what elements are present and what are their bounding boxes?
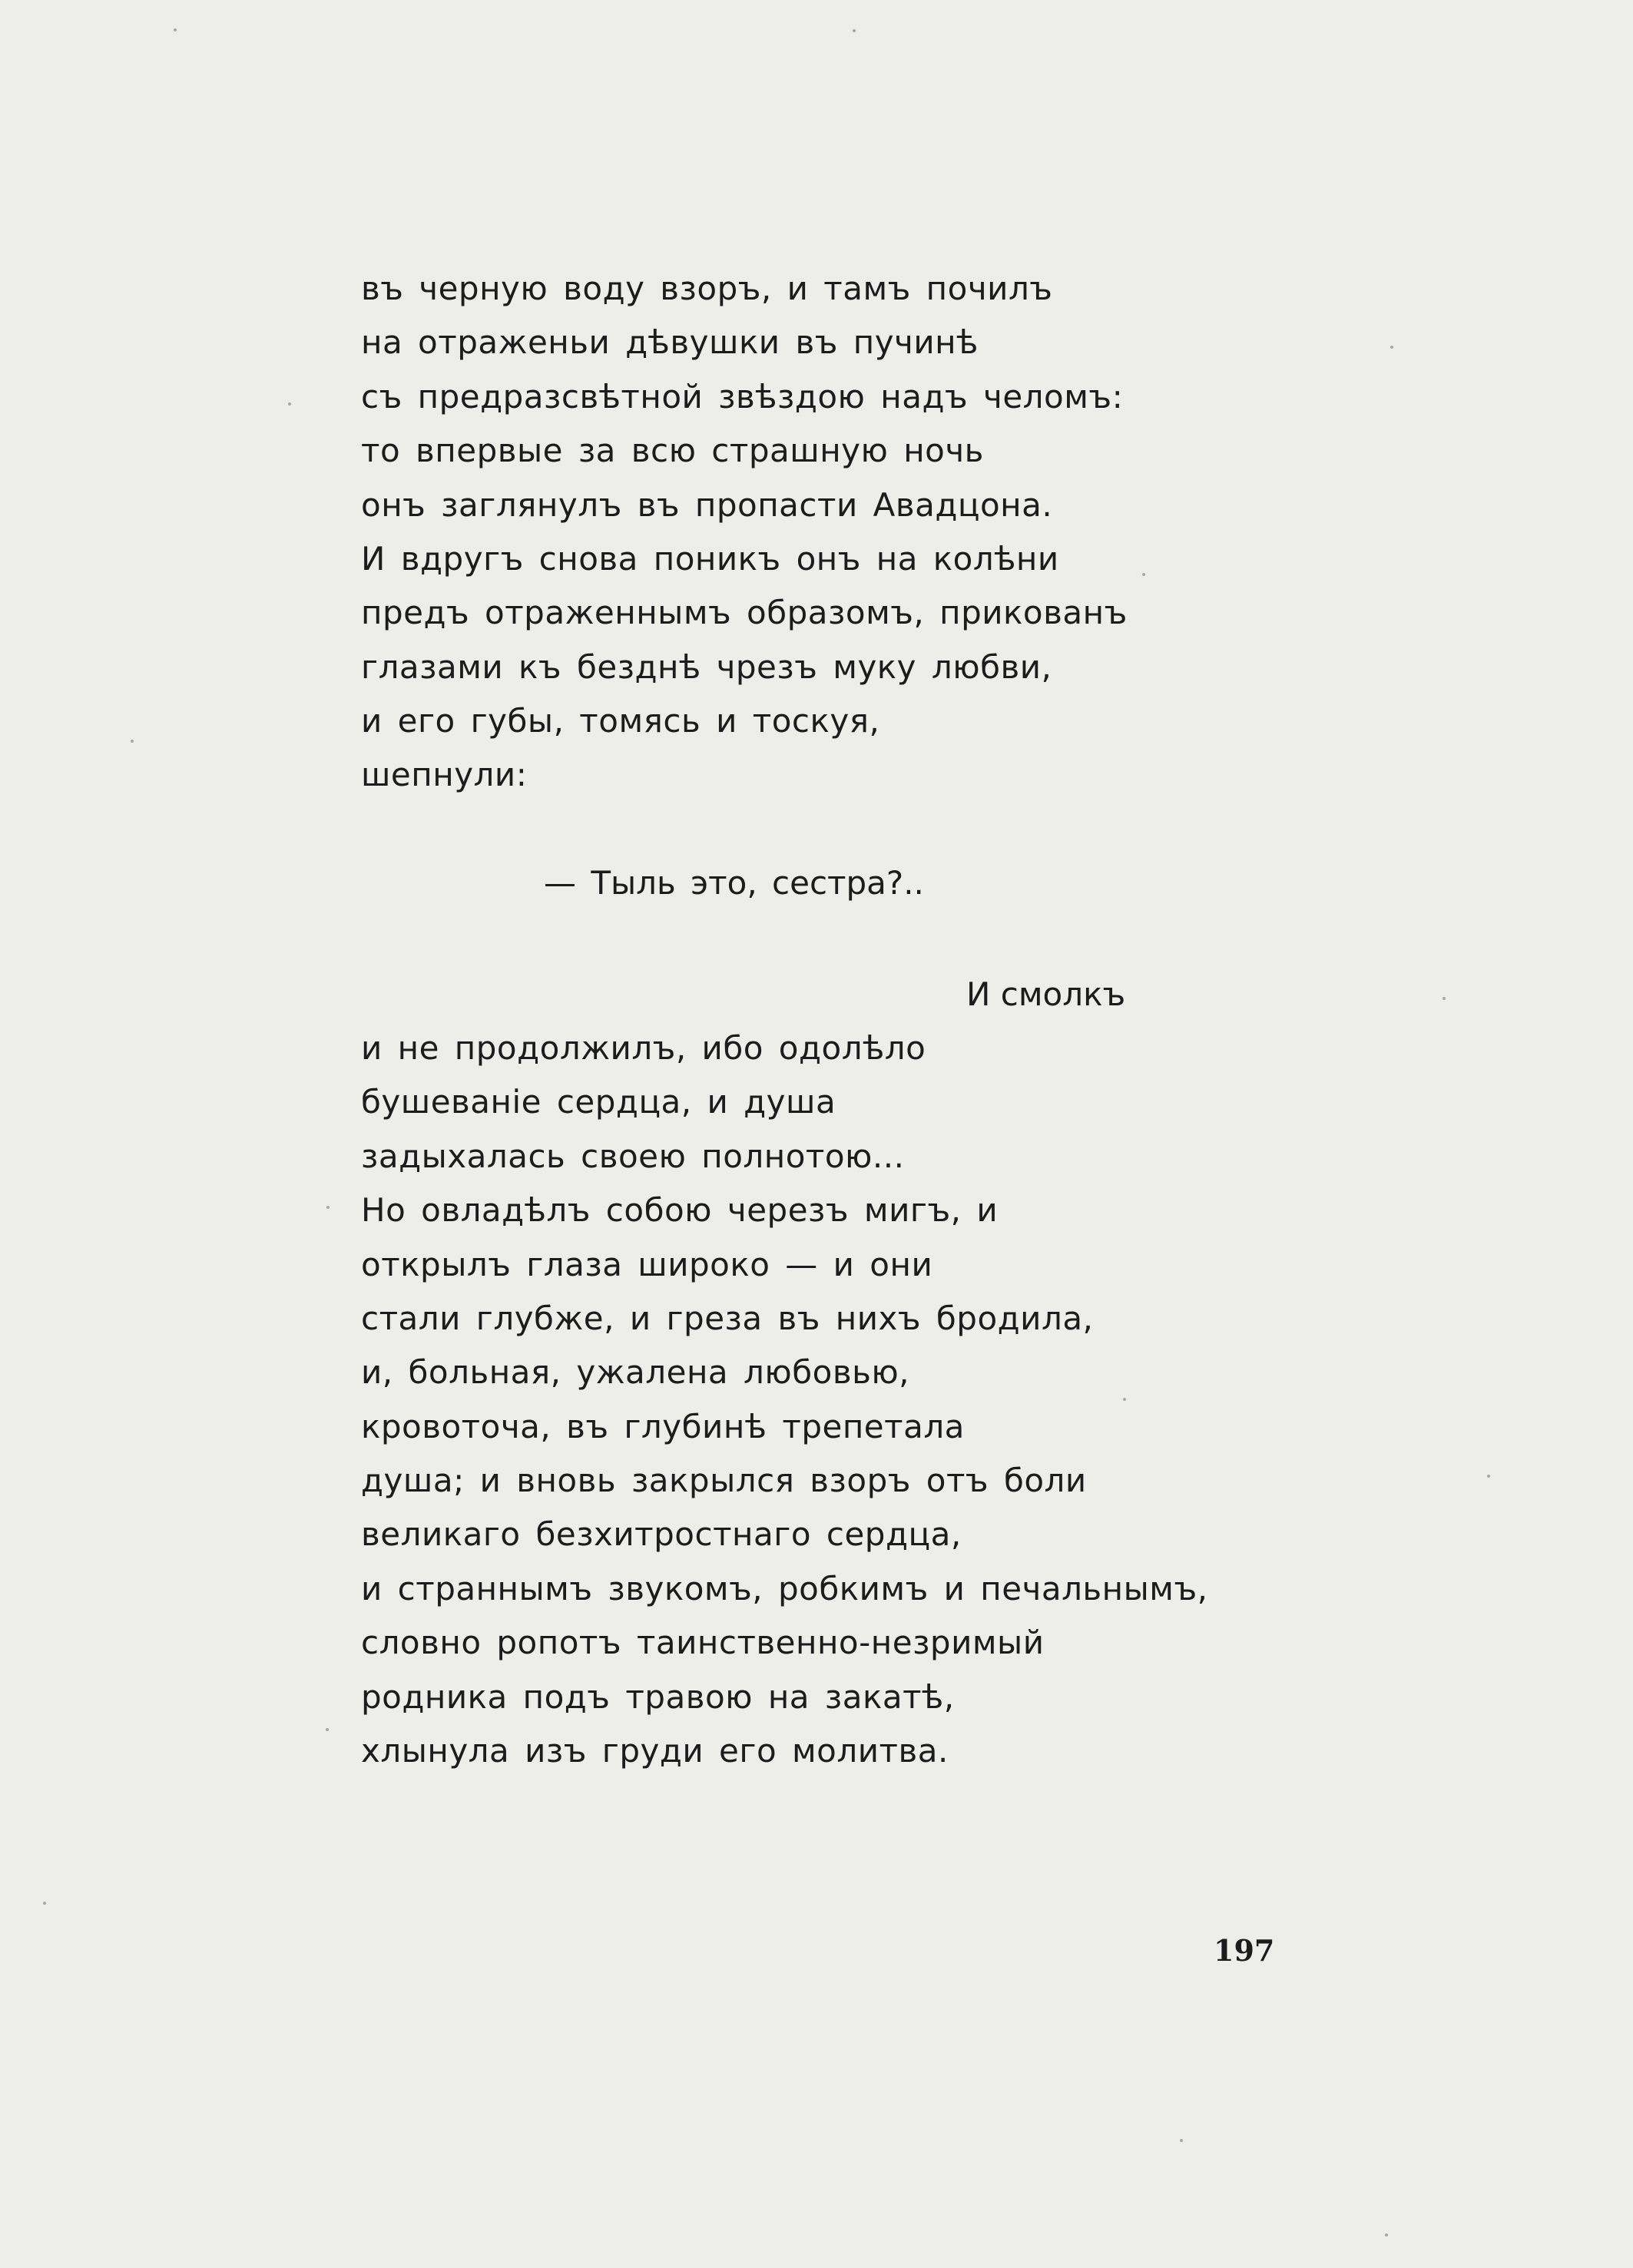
text-line: великаго безхитростнаго сердца,: [361, 1515, 962, 1553]
text-line: открылъ глаза широко — и они: [361, 1246, 933, 1283]
text-line: то впервые за всю страшную ночь: [361, 432, 984, 469]
paper-speck: [1443, 997, 1446, 1000]
paper-speck: [131, 740, 134, 743]
text-line: кровоточа, въ глубинѣ трепетала: [361, 1408, 965, 1445]
paper-speck: [174, 28, 177, 31]
paper-speck: [1385, 2233, 1388, 2237]
paper-speck: [1390, 346, 1393, 349]
text-line-right: И смолкъ: [966, 975, 1126, 1013]
text-line: стали глубже, и греза въ нихъ бродила,: [361, 1300, 1094, 1337]
paper-speck: [43, 1902, 46, 1905]
text-line: бушеваніе сердца, и душа: [361, 1083, 836, 1121]
direct-speech-line: — Тыль это, сестра?..: [544, 864, 924, 902]
text-line: и его губы, томясь и тоскуя,: [361, 702, 880, 740]
paper-speck: [326, 1206, 330, 1209]
text-line: на отраженьи дѣвушки въ пучинѣ: [361, 323, 979, 361]
text-line: словно ропотъ таинственно-незримый: [361, 1624, 1045, 1661]
text-line: и не продолжилъ, ибо одолѣло: [361, 1029, 926, 1067]
paper-speck: [288, 402, 291, 406]
text-line: онъ заглянулъ въ пропасти Авадцона.: [361, 486, 1053, 524]
text-line: шепнули:: [361, 756, 528, 793]
paper-speck: [853, 29, 856, 32]
paper-speck: [1180, 2139, 1183, 2142]
paper-speck: [326, 1728, 329, 1731]
text-line: съ предразсвѣтной звѣздою надъ челомъ:: [361, 378, 1124, 416]
text-line: задыхалась своею полнотою...: [361, 1137, 905, 1175]
text-line: родника подъ травою на закатѣ,: [361, 1678, 955, 1716]
text-line: въ черную воду взоръ, и тамъ почилъ: [361, 270, 1053, 307]
paper-speck: [1142, 573, 1145, 576]
text-line: глазами къ безднѣ чрезъ муку любви,: [361, 648, 1052, 686]
text-line: Но овладѣлъ собою черезъ мигъ, и: [361, 1191, 999, 1229]
text-line: и, больная, ужалена любовью,: [361, 1353, 910, 1391]
paper-speck: [1487, 1475, 1490, 1478]
text-line: предъ отраженнымъ образомъ, прикованъ: [361, 594, 1128, 631]
paper-speck: [1123, 1398, 1126, 1401]
text-line: и страннымъ звукомъ, робкимъ и печальнымъ,: [361, 1570, 1208, 1607]
text-line: И вдругъ снова поникъ онъ на колѣни: [361, 540, 1059, 578]
text-line: хлынула изъ груди его молитва.: [361, 1732, 949, 1770]
page-number: 197: [1214, 1933, 1275, 1968]
text-line: душа; и вновь закрылся взоръ отъ боли: [361, 1462, 1087, 1499]
